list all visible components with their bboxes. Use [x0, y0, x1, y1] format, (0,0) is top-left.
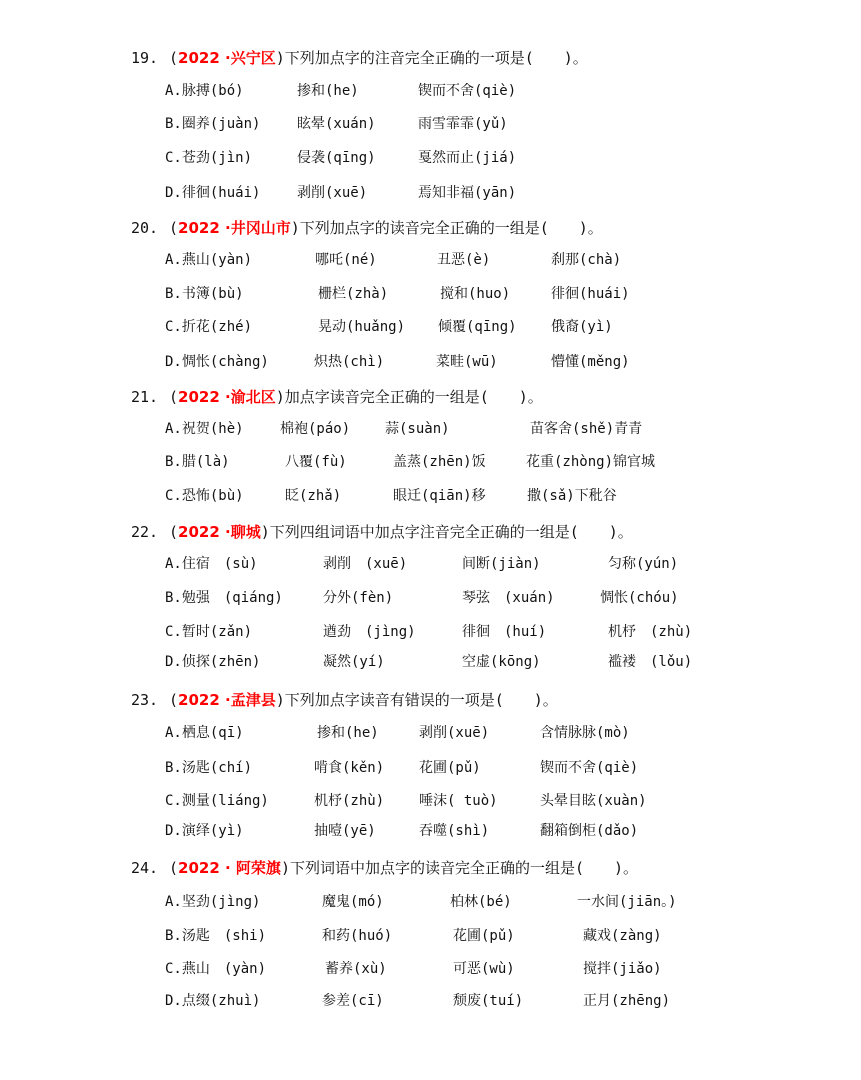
option-a-word-4: 一水间(jiān。): [577, 894, 677, 910]
question-text: )下列加点字读音有错误的一项是( )。: [275, 691, 558, 709]
question-source: 2022 · 阿荣旗: [178, 859, 281, 877]
option-c-word-2: 晃动(huǎng): [318, 319, 406, 335]
open-paren: (: [169, 219, 179, 237]
option-a-word-3: 锲而不舍(qiè): [418, 83, 517, 99]
question-source: 2022 ·孟津县: [178, 691, 276, 709]
option-b: B.圈养(juàn): [165, 116, 261, 132]
open-paren: (: [169, 523, 179, 541]
open-paren: (: [169, 859, 179, 877]
option-a-word-2: 魔鬼(mó): [322, 894, 384, 910]
option-b-word-2: 啃食(kěn): [314, 760, 385, 776]
option-d-word-3: 菜畦(wū): [436, 354, 498, 370]
option-a: A.脉搏(bó): [165, 83, 244, 99]
option-c: C.苍劲(jìn): [165, 150, 253, 166]
option-d-word-2: 炽热(chì): [314, 354, 385, 370]
option-d-word-2: 抽噎(yē): [314, 823, 376, 839]
question-number: 20.: [131, 219, 159, 237]
option-d: D.惆怅(chàng): [165, 354, 269, 370]
option-a: A.燕山(yàn): [165, 252, 253, 268]
option-a-word-2: 掺和(he): [297, 83, 359, 99]
option-c-word-3: 徘徊 (huí): [462, 624, 547, 640]
option-b-word-2: 八覆(fù): [285, 454, 347, 470]
option-b-word-3: 花圃(pǔ): [419, 760, 481, 776]
option-a-word-4: 含情脉脉(mò): [540, 725, 630, 741]
option-b-word-2: 眩晕(xuán): [297, 116, 376, 132]
question-text: )加点字读音完全正确的一组是( )。: [275, 388, 543, 406]
question-text: )下列加点字的注音完全正确的一项是( )。: [275, 49, 588, 67]
option-a-word-2: 剥削 (xuē): [323, 556, 408, 572]
option-c-word-4: 头晕目眩(xuàn): [540, 793, 647, 809]
option-d: D.侦探(zhēn): [165, 654, 261, 670]
question-number: 22.: [131, 523, 159, 541]
option-b: B.汤匙(chí): [165, 760, 253, 776]
option-a: A.住宿 (sù): [165, 556, 258, 572]
option-b: B.勉强 (qiáng): [165, 590, 283, 606]
option-a-word-4: 匀称(yún): [608, 556, 679, 572]
option-b-word-3: 花圃(pǔ): [453, 928, 515, 944]
option-c: C.恐怖(bù): [165, 488, 244, 504]
option-c-word-3: 倾覆(qīng): [438, 319, 517, 335]
option-a-word-3: 丑恶(è): [437, 252, 491, 268]
option-c-word-2: 遒劲 (jìng): [323, 624, 416, 640]
option-b-word-3: 搅和(huo): [440, 286, 511, 302]
option-d-word-4: 懵懂(měng): [551, 354, 630, 370]
option-c-word-4: 搅拌(jiǎo): [583, 961, 662, 977]
open-paren: (: [169, 691, 179, 709]
option-b-word-4: 徘徊(huái): [551, 286, 630, 302]
option-a-word-2: 哪吒(né): [315, 252, 377, 268]
option-b-word-2: 分外(fèn): [323, 590, 394, 606]
option-b-word-4: 花重(zhòng)锦官城: [526, 454, 656, 470]
option-d-word-3: 颓废(tuí): [453, 993, 524, 1009]
option-c-word-4: 俄裔(yì): [551, 319, 613, 335]
option-a-word-3: 柏林(bé): [450, 894, 512, 910]
option-d-word-3: 空虚(kōng): [462, 654, 541, 670]
option-d-word-3: 吞噬(shì): [419, 823, 490, 839]
option-d-word-4: 正月(zhēng): [583, 993, 671, 1009]
option-c-word-2: 机杼(zhù): [314, 793, 385, 809]
option-c-word-4: 机杼 (zhù): [608, 624, 693, 640]
question-text: )下列加点字的读音完全正确的一组是( )。: [290, 219, 603, 237]
option-b-word-4: 藏戏(zàng): [583, 928, 662, 944]
option-b-word-2: 栅栏(zhà): [318, 286, 389, 302]
question-source: 2022 ·井冈山市: [178, 219, 291, 237]
option-c-word-2: 眨(zhǎ): [285, 488, 342, 504]
question-number: 23.: [131, 691, 159, 709]
option-d-word-2: 剥削(xuē): [297, 185, 368, 201]
option-b-word-3: 琴弦 (xuán): [462, 590, 555, 606]
open-paren: (: [169, 49, 179, 67]
option-c: C.折花(zhé): [165, 319, 253, 335]
open-paren: (: [169, 388, 179, 406]
question-number: 19.: [131, 49, 159, 67]
option-d: D.徘徊(huái): [165, 185, 261, 201]
option-d-word-2: 凝然(yí): [323, 654, 385, 670]
option-b: B.书簿(bù): [165, 286, 244, 302]
option-c-word-2: 侵袭(qīng): [297, 150, 376, 166]
question-23-stem: [131, 688, 558, 712]
option-c-word-3: 可恶(wù): [453, 961, 515, 977]
option-a-word-4: 苗客舍(shě)青青: [530, 421, 643, 437]
question-source: 2022 ·渝北区: [178, 388, 276, 406]
option-b: B.汤匙 (shi): [165, 928, 267, 944]
option-c: C.测量(liáng): [165, 793, 269, 809]
option-c: C.暂时(zǎn): [165, 624, 253, 640]
option-c: C.燕山 (yàn): [165, 961, 267, 977]
question-20-stem: [131, 216, 603, 240]
option-a-word-3: 剥削(xuē): [419, 725, 490, 741]
option-b-word-4: 锲而不舍(qiè): [540, 760, 639, 776]
option-b-word-4: 惆怅(chóu): [600, 590, 679, 606]
option-d: D.演绎(yì): [165, 823, 244, 839]
option-a-word-2: 棉袍(páo): [280, 421, 351, 437]
option-d-word-4: 褴褛 (lǒu): [608, 654, 693, 670]
option-a-word-2: 掺和(he): [317, 725, 379, 741]
question-number: 21.: [131, 388, 159, 406]
option-b-word-3: 雨雪霏霏(yǔ): [418, 116, 508, 132]
option-a: A.祝贺(hè): [165, 421, 244, 437]
option-c-word-3: 唾沫( tuò): [419, 793, 498, 809]
question-number: 24.: [131, 859, 159, 877]
option-b-word-2: 和药(huó): [322, 928, 393, 944]
option-a-word-3: 蒜(suàn): [385, 421, 450, 437]
option-d: D.点缀(zhuì): [165, 993, 261, 1009]
question-text: )下列四组词语中加点字注音完全正确的一组是( )。: [260, 523, 633, 541]
option-a: A.坚劲(jìng): [165, 894, 261, 910]
option-c-word-4: 撒(sǎ)下秕谷: [527, 488, 617, 504]
question-text: )下列词语中加点字的读音完全正确的一组是( )。: [280, 859, 639, 877]
option-c-word-2: 蓄养(xù): [325, 961, 387, 977]
option-a: A.栖息(qī): [165, 725, 244, 741]
option-a-word-4: 刹那(chà): [551, 252, 622, 268]
question-24-stem: [131, 856, 638, 880]
question-source: 2022 ·兴宁区: [178, 49, 276, 67]
option-d-word-4: 翻箱倒柜(dǎo): [540, 823, 639, 839]
option-d-word-3: 焉知非福(yān): [418, 185, 517, 201]
option-b: B.腊(là): [165, 454, 230, 470]
question-22-stem: [131, 520, 633, 544]
option-c-word-3: 眼迁(qiān)移: [393, 488, 486, 504]
question-21-stem: [131, 385, 543, 409]
question-source: 2022 ·聊城: [178, 523, 261, 541]
option-a-word-3: 间断(jiàn): [462, 556, 541, 572]
question-19-stem: [131, 46, 588, 70]
option-d-word-2: 参差(cī): [322, 993, 384, 1009]
option-c-word-3: 戛然而止(jiá): [418, 150, 517, 166]
option-b-word-3: 盖蒸(zhēn)饭: [393, 454, 486, 470]
